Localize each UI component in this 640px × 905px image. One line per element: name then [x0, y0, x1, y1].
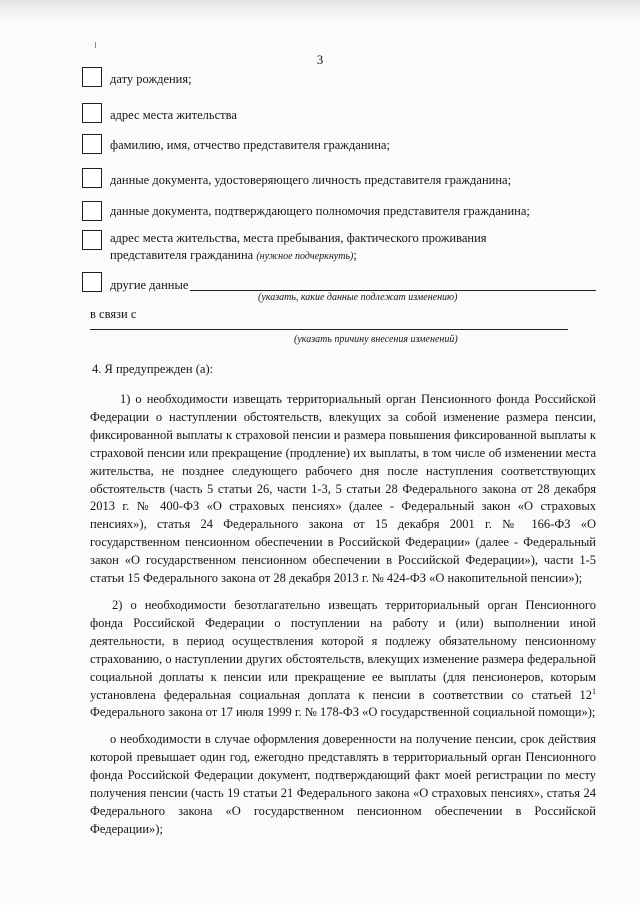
- birth-date-label: дату рождения;: [110, 72, 192, 86]
- representative-address-label: [110, 230, 487, 265]
- representative-address-line1: адрес места жительства, места пребывания, фактического проживания: [110, 231, 487, 245]
- representative-name-label: фамилию, имя, отчество представителя гражданина;: [110, 138, 390, 152]
- article-superscript: 1: [592, 686, 596, 696]
- other-data-label: другие данные: [110, 278, 189, 292]
- other-data-field[interactable]: [190, 290, 596, 291]
- warning-item-2-text: 2) о необходимости безотлагательно извещать территориальный орган Пенсионного фонда Российской Федерации о поступлении на работу и (или) выполнении иной деятельности, в период осуществления которой я подлежу обязательному пенсионному страхованию, о наступлении других обстоятельств, влекущих изменение размера федеральной социальной доплаты к пенсии или прекращение ее выплаты (для пенсионеров, которым установлена федеральная социальная доплата к пенсии в соответствии со статьей 12: [90, 598, 596, 702]
- representative-id-checkbox[interactable]: [82, 168, 102, 188]
- page-number: 3: [316, 52, 324, 67]
- warning-item-2-tail: Федерального закона от 17 июля 1999 г. № 178-ФЗ «О государственной социальной помощи»);: [90, 705, 596, 720]
- residence-address-checkbox[interactable]: [82, 103, 102, 123]
- section-heading: 4. Я предупрежден (а):: [92, 362, 214, 376]
- representative-id-label: данные документа, удостоверяющего личность представителя гражданина;: [110, 173, 512, 187]
- residence-address-label: адрес места жительства: [110, 108, 237, 122]
- warning-item-2: [90, 597, 596, 722]
- other-data-checkbox[interactable]: [82, 272, 102, 292]
- representative-authority-checkbox[interactable]: [82, 201, 102, 221]
- scan-top-edge: [0, 0, 640, 22]
- reason-label: в связи с: [90, 307, 137, 321]
- reason-field[interactable]: [90, 329, 568, 330]
- representative-name-checkbox[interactable]: [82, 134, 102, 154]
- warning-item-1: 1) о необходимости извещать территориальный орган Пенсионного фонда Российской Федерации о наступлении обстоятельств, влекущих за собой изменение размера пенсии, фиксированной выплаты к страховой пенсии и размера повышения фиксированной выплаты к страховой пенсии или прекращение (продление) их выплаты, в том числе об изменении места жительства, не позднее следующего рабочего дня после наступления соответствующих обстоятельств (часть 5 статьи 26, части 1-3, 5 статьи 28 Федерального закона от 28 декабря 2013 г. № 400-ФЗ «О страховых пенсиях» (далее - Федеральный закон «О страховых пенсиях»), статья 24 Федерального закона от 15 декабря 2001 г. № 166-ФЗ «О государственном пенсионном обеспечении в Российской Федерации» (далее - Федеральный закон «О государственном пенсионном обеспечении в Российской Федерации»), части 1-5 статьи 15 Федерального закона от 28 декабря 2013 г. № 424-ФЗ «О накопительной пенсии»);: [90, 392, 596, 586]
- representative-address-line2-tail: ;: [353, 248, 357, 262]
- scan-mark: [95, 42, 96, 48]
- representative-address-line2-text: представителя гражданина: [110, 248, 254, 262]
- birth-date-checkbox[interactable]: [82, 67, 102, 87]
- warning-item-3: о необходимости в случае оформления доверенности на получение пенсии, срок действия которой превышает один год, ежегодно представлять в территориальный орган Пенсионного фонда Российской Федерации документ, подтверждающий факт моей регистрации по месту получения пенсии (часть 19 статьи 21 Федерального закона «О страховых пенсиях», статья 24 Федерального закона «О государственном пенсионном обеспечении в Российской Федерации»);: [90, 732, 596, 836]
- other-data-caption: (указать, какие данные подлежат изменению): [258, 292, 458, 303]
- underline-hint: (нужное подчеркнуть): [256, 251, 354, 262]
- representative-address-checkbox[interactable]: [82, 230, 102, 250]
- reason-caption: (указать причину внесения изменений): [294, 334, 458, 345]
- representative-authority-label: данные документа, подтверждающего полномочия представителя гражданина;: [110, 204, 530, 218]
- representative-address-line2: [110, 247, 487, 265]
